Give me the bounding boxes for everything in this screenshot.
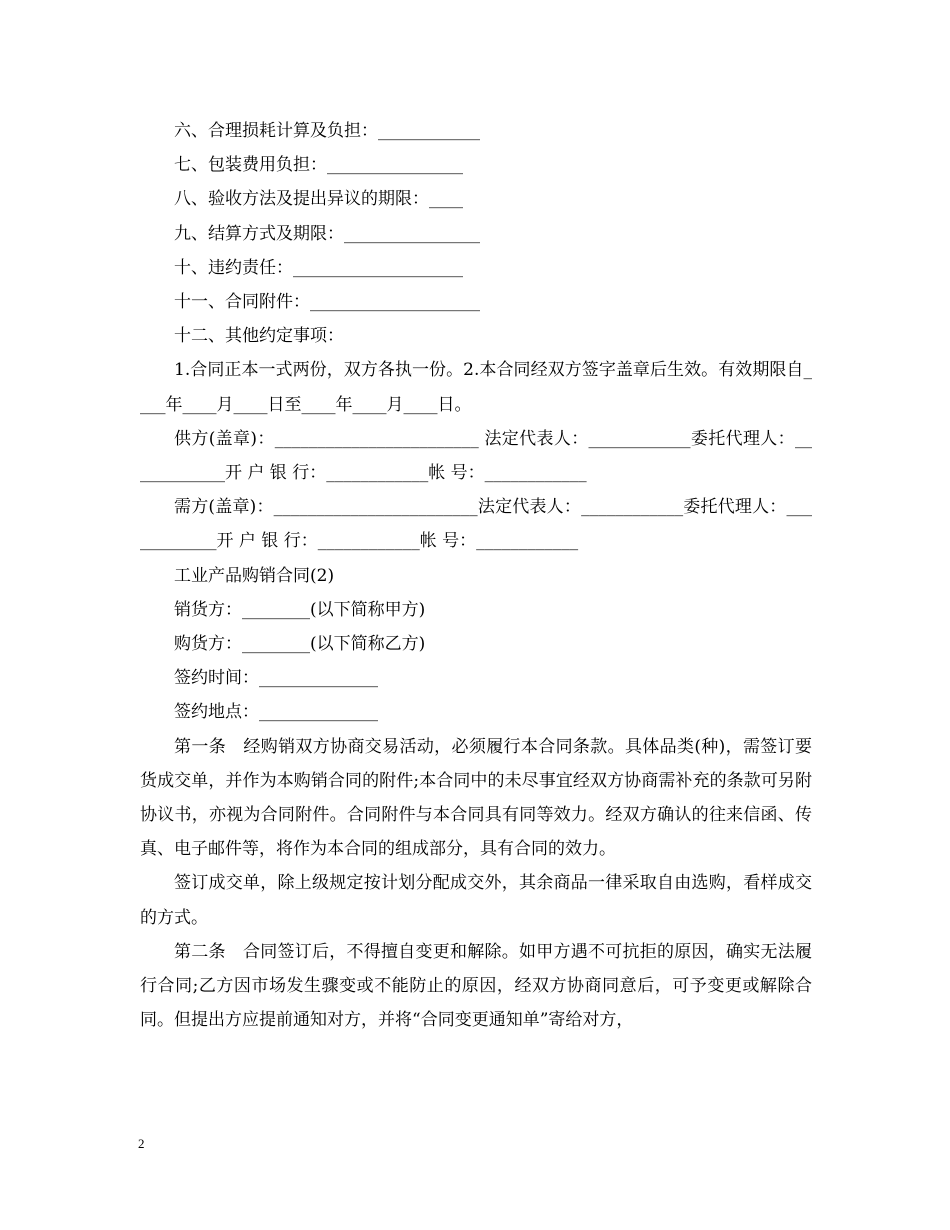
page-number: 2 <box>138 1136 145 1151</box>
document-body <box>140 114 812 1037</box>
paragraph-settlement-method: 九、结算方式及期限：________________ <box>174 223 480 244</box>
paragraph-other-matters: 十二、其他约定事项： <box>174 326 344 347</box>
paragraph-buyer-signature: 需方(盖章)：________________________法定代表人：____________委托代理人：____________开 户 银 行：____________帐 号：____________ <box>140 497 812 552</box>
paragraph-packaging-cost: 七、包装费用负担：________________ <box>174 155 463 176</box>
paragraph-supplier-signature: 供方(盖章)：________________________ 法定代表人：____________委托代理人：____________开 户 银 行：____________帐 号：____________ <box>140 428 812 484</box>
paragraph-article-two: 第二条 合同签订后，不得擅自变更和解除。如甲方遇不可抗拒的原因，确实无法履行合同;乙方因市场发生骤变或不能防止的原因，经双方协商同意后，可予变更或解除合同。但提出方应提前通知对方，并将“合同变更通知单”寄给对方， <box>140 941 812 1031</box>
paragraph-acceptance-method: 八、验收方法及提出异议的期限：____ <box>174 189 463 210</box>
paragraph-signing-place: 签约地点：______________ <box>174 702 378 723</box>
paragraph-breach-liability: 十、违约责任：____________________ <box>174 257 463 278</box>
paragraph-order-selection: 签订成交单，除上级规定按计划分配成交外，其余商品一律采取自由选购，看样成交的方式。 <box>140 873 812 928</box>
paragraph-seller-party: 销货方：________(以下简称甲方) <box>174 599 426 620</box>
paragraph-purchaser-party: 购货方：________(以下简称乙方) <box>174 634 426 655</box>
paragraph-signing-time: 签约时间：______________ <box>174 668 378 689</box>
paragraph-contract-title: 工业产品购销合同(2) <box>174 565 335 586</box>
paragraph-validity-term: 1.合同正本一式两份，双方各执一份。2.本合同经双方签字盖章后生效。有效期限自____年____月____日至____年____月____日。 <box>140 360 812 415</box>
paragraph-loss-calculation: 六、合理损耗计算及负担：____________ <box>174 121 480 141</box>
paragraph-contract-attachments: 十一、合同附件：____________________ <box>174 292 480 313</box>
paragraph-article-one: 第一条 经购销双方协商交易活动，必须履行本合同条款。具体品类(种)，需签订要货成交单，并作为本购销合同的附件;本合同中的未尽事宜经双方协商需补充的条款可另附协议书，亦视为合同附件。合同附件与本合同具有同等效力。经双方确认的往来信函、传真、电子邮件等，将作为本合同的组成部分，具有合同的效力。 <box>140 736 812 860</box>
